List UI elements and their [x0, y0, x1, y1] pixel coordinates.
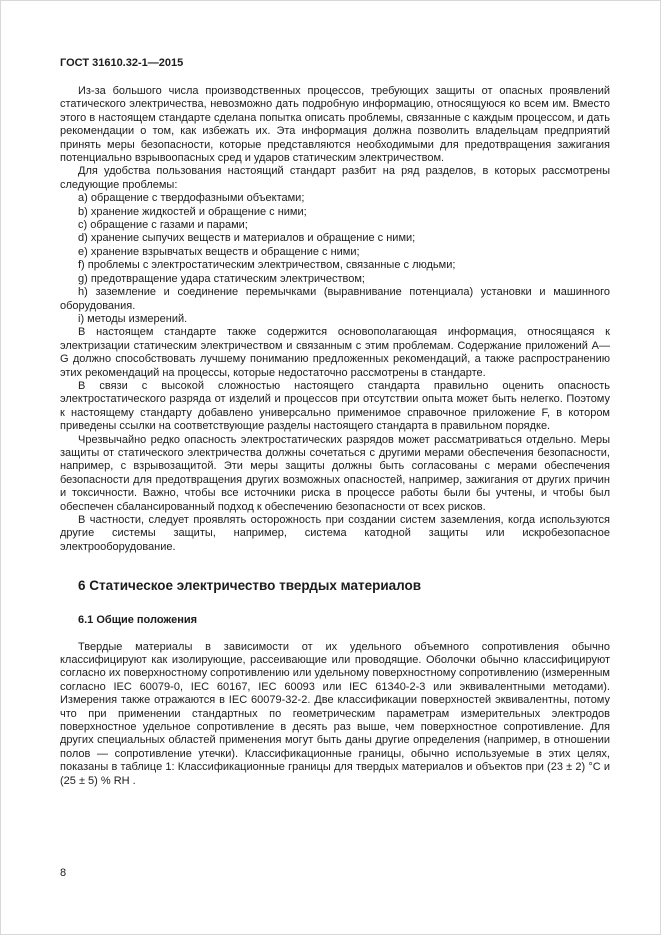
- document-body: [60, 85, 610, 788]
- paragraph: Чрезвычайно редко опасность электростатических разрядов может рассматриваться отдельно. Меры защиты от статического электричества должны сочетаться с другими мерами обеспечения безопасности, например, с взрывозащитой. Эти меры защиты должны быть согласованы с мерами обеспечения безопасности для предотвращения других возможных опасностей, например, зажигания от других причин и токсичности. Важно, чтобы все источники риска в процессе работы были бы учтены, и чтобы был обеспечен сбалансированный подход к обеспечению безопасности от всех рисков.: [60, 433, 610, 513]
- subsection-title: 6.1 Общие положения: [78, 614, 198, 627]
- paragraph: В настоящем стандарте также содержится основополагающая информация, относящаяся к электризации статическим электричеством и связанным с этим проблемам. Содержание приложений A—G должно способствовать лучшему пониманию предложенных рекомендаций, а также распространению этих рекомендаций на процессы, которые недостаточно рассмотрены в стандарте.: [60, 326, 610, 379]
- list-item: i) методы измерений.: [78, 312, 188, 325]
- list-item: c) обращение с газами и парами;: [78, 219, 248, 232]
- list-item: g) предотвращение удара статическим электричеством;: [78, 272, 365, 285]
- paragraph: В связи с высокой сложностью настоящего стандарта правильно оценить опасность электростатического разряда от изделий и процессов при отсутствии опыта может быть нелегко. Поэтому к настоящему стандарту добавлено универсально применимое справочное приложение F, в котором приведены ссылки на соответствующие разделы настоящего стандарта в правильном порядке.: [60, 379, 610, 433]
- section-title: 6 Статическое электричество твердых материалов: [78, 578, 422, 594]
- list-item: e) хранение взрывчатых веществ и обращение с ними;: [78, 245, 360, 258]
- paragraph: В частности, следует проявлять осторожность при создании систем заземления, когда используются другие системы защиты, например, система катодной защиты или искробезопасное электрооборудование.: [60, 514, 610, 553]
- document-header: ГОСТ 31610.32-1—2015: [60, 57, 184, 69]
- list-item: b) хранение жидкостей и обращение с ними;: [78, 205, 307, 218]
- list-item: a) обращение с твердофазными объектами;: [78, 192, 305, 205]
- list-item: d) хранение сыпучих веществ и материалов и обращение с ними;: [78, 232, 416, 245]
- page-number: 8: [60, 867, 67, 879]
- paragraph: Твердые материалы в зависимости от их удельного объемного сопротивления обычно классифицируют как изолирующие, рассеивающие или проводящие. Оболочки обычно классифицируют согласно их поверхностному сопротивлению или удельному поверхностному сопротивлению (измеренным согласно IEC 60079-0, IEC 60167, IEC 60093 или IEC 61340-2-3 или эквивалентными методами). Измерения также отражаются в IEC 60079-32-2. Две классификации поверхностей эквивалентны, потому что при применении стандартных по геометрическим параметрам измерительных электродов поверхностное удельное сопротивление в десять раз выше, чем поверхностное сопротивление. Для других специальных областей применения могут быть даны другие определения (например, в отношении полов — сопротивление утечки). Классификационные границы, обычно используемые в этих целях, показаны в таблице 1: Классификационные границы для твердых материалов и объектов при (23 ± 2) °C и (25 ± 5) % RH .: [60, 640, 610, 787]
- list-item: h) заземление и соединение перемычками (выравнивание потенциала) установки и машинного оборудования.: [60, 286, 610, 312]
- paragraph: Из-за большого числа производственных процессов, требующих защиты от опасных проявлений статического электричества, невозможно дать подробную информацию, относящуюся ко всем им. Вместо этого в настоящем стандарте сделана попытка описать проблемы, связанные с каждым процессом, и дать рекомендации о том, как избежать их. Эта информация должна позволить владельцам предприятий принять меры безопасности, которые представляются необходимыми для предотвращения зажигания потенциально взрывоопасных сред и ударов статическим электричеством.: [60, 85, 610, 165]
- list-item: f) проблемы с электростатическим электричеством, связанные с людьми;: [78, 259, 456, 272]
- paragraph: Для удобства пользования настоящий стандарт разбит на ряд разделов, в которых рассмотрены следующие проблемы:: [60, 165, 610, 191]
